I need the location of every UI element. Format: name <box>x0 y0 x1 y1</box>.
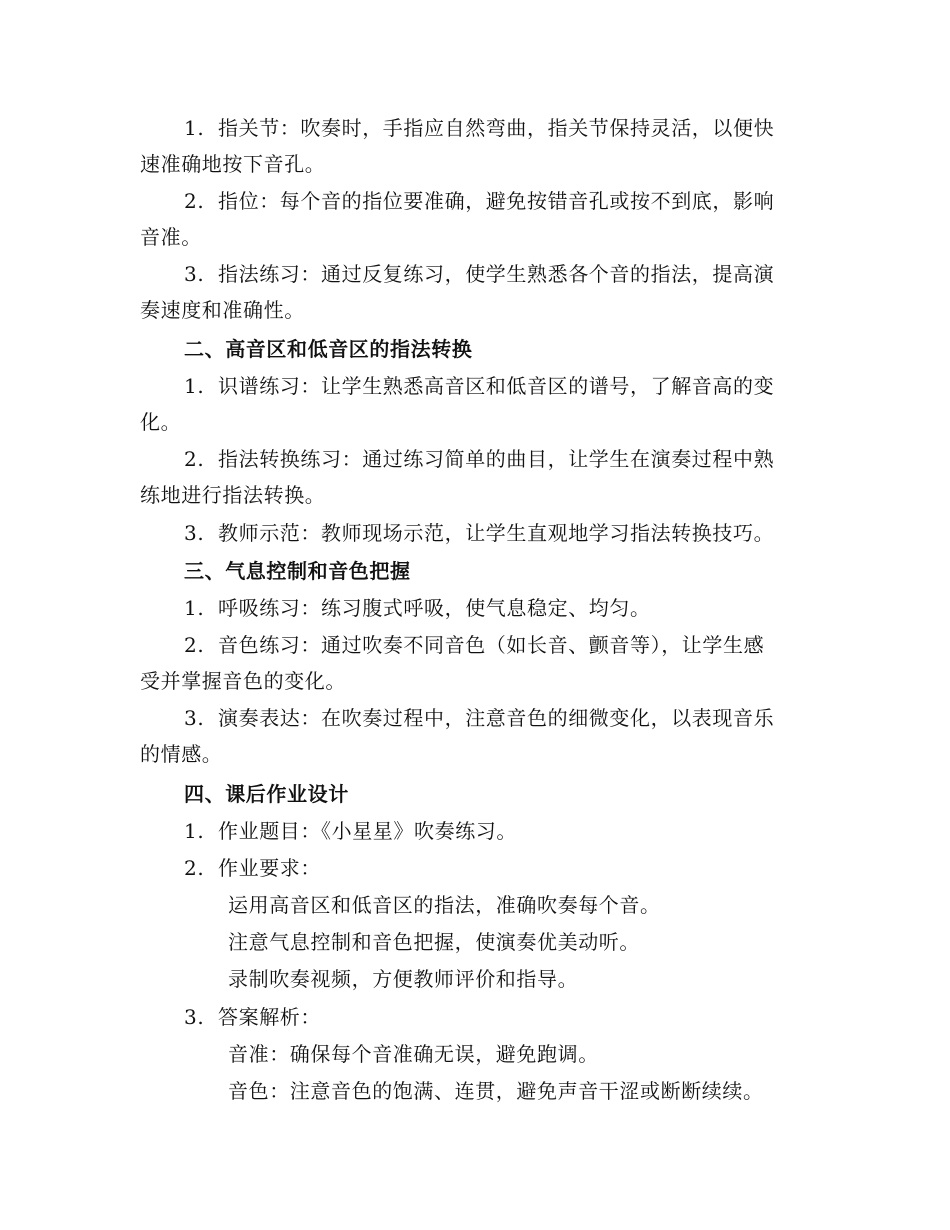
item-text-continued: 音准。 <box>140 225 202 249</box>
list-item <box>140 999 810 1035</box>
list-item <box>140 441 810 513</box>
item-text: 演奏表达：在吹奏过程中，注意音色的细微变化，以表现音乐 <box>218 706 775 730</box>
item-text: 指关节：吹奏时，手指应自然弯曲，指关节保持灵活，以便快 <box>218 116 775 140</box>
list-item <box>140 368 810 440</box>
item-text: 作业题目：《小星星》吹奏练习。 <box>218 819 517 843</box>
item-text: 识谱练习：让学生熟悉高音区和低音区的谱号，了解音高的变 <box>218 374 775 398</box>
item-text-continued: 的情感。 <box>140 742 223 766</box>
list-item <box>140 256 810 328</box>
item-text-continued: 化。 <box>140 410 182 434</box>
item-text: 呼吸练习：练习腹式呼吸，使气息稳定、均匀。 <box>218 596 651 620</box>
sub-item: 录制吹奏视频，方便教师评价和指导。 <box>228 967 579 991</box>
sub-item: 注意气息控制和音色把握，使演奏优美动听。 <box>228 930 640 954</box>
item-text: 指法练习：通过反复练习，使学生熟悉各个音的指法，提高演 <box>218 262 775 286</box>
list-item <box>140 850 810 886</box>
list-item <box>140 700 810 772</box>
item-number: 3. <box>184 521 205 545</box>
sub-item: 运用高音区和低音区的指法，准确吹奏每个音。 <box>228 893 661 917</box>
item-number: 3. <box>184 706 205 730</box>
item-text-continued: 奏速度和准确性。 <box>140 298 305 322</box>
item-text: 答案解析： <box>218 1005 321 1029</box>
section-heading: 四、课后作业设计 <box>184 782 349 806</box>
item-number: 1. <box>184 596 205 620</box>
item-text-continued: 速准确地按下音孔。 <box>140 152 326 176</box>
item-number: 1. <box>184 374 205 398</box>
item-text: 作业要求： <box>218 856 321 880</box>
list-item <box>140 515 810 551</box>
item-number: 3. <box>184 1005 205 1029</box>
item-text: 指位：每个音的指位要准确，避免按错音孔或按不到底，影响 <box>218 189 775 213</box>
item-text: 教师示范：教师现场示范，让学生直观地学习指法转换技巧。 <box>218 521 775 545</box>
section-heading: 二、高音区和低音区的指法转换 <box>184 337 473 361</box>
item-text: 指法转换练习：通过练习简单的曲目，让学生在演奏过程中熟 <box>218 447 775 471</box>
item-number: 2. <box>184 189 205 213</box>
list-item <box>140 183 810 255</box>
item-number: 2. <box>184 447 205 471</box>
item-text-continued: 受并掌握音色的变化。 <box>140 669 346 693</box>
item-number: 2. <box>184 856 205 880</box>
item-number: 3. <box>184 262 205 286</box>
section-heading: 三、气息控制和音色把握 <box>184 559 411 583</box>
item-number: 1. <box>184 116 205 140</box>
list-item <box>140 110 810 182</box>
item-number: 2. <box>184 633 205 657</box>
list-item <box>140 813 810 849</box>
item-text-continued: 练地进行指法转换。 <box>140 483 326 507</box>
item-number: 1. <box>184 819 205 843</box>
sub-item: 音色：注意音色的饱满、连贯，避免声音干涩或断断续续。 <box>228 1079 764 1103</box>
sub-item: 音准：确保每个音准确无误，避免跑调。 <box>228 1042 599 1066</box>
list-item <box>140 627 810 699</box>
list-item <box>140 590 810 626</box>
item-text: 音色练习：通过吹奏不同音色（如长音、颤音等），让学生感 <box>218 633 765 657</box>
